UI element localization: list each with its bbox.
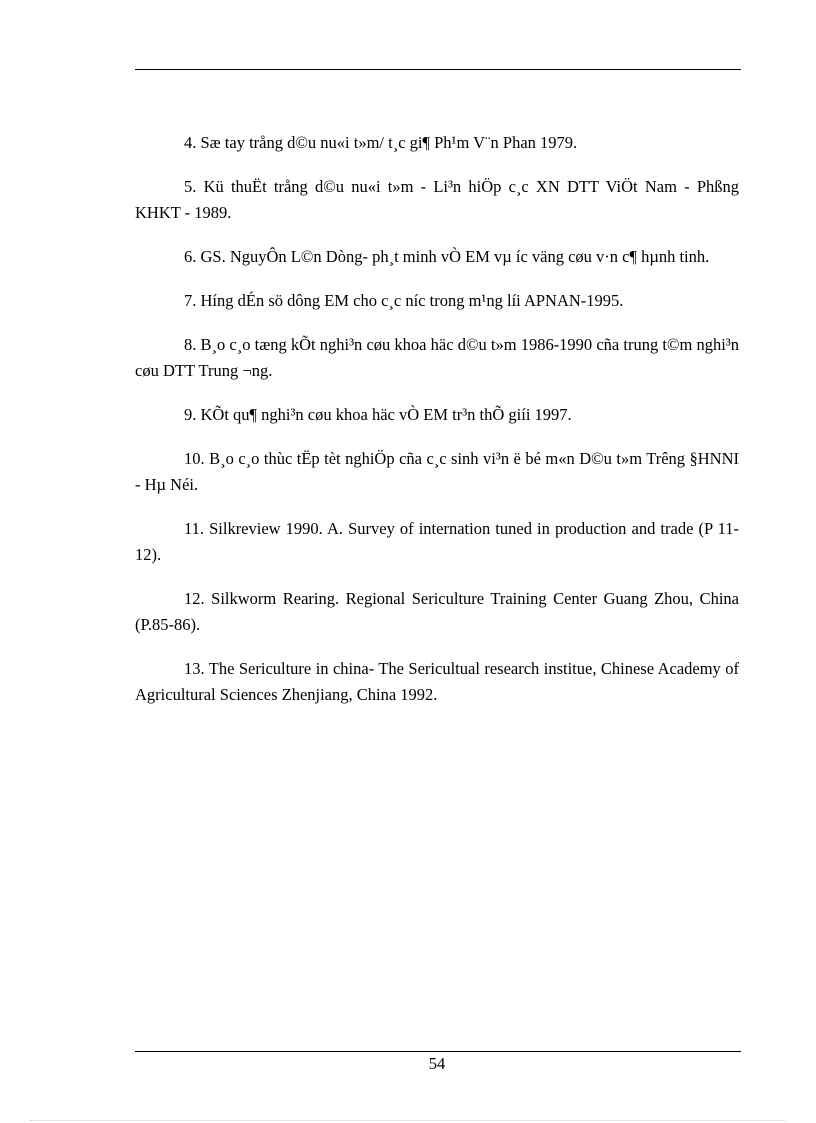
page-edge-divider	[30, 1120, 786, 1121]
reference-item-4: 4. Sæ tay trång d©u nu«i t»m/ t¸c gi¶ Ph¹m V¨n Phan 1979.	[184, 133, 578, 152]
reference-item-7: 7. Híng dÉn sö dông EM cho c¸c níc trong m¹ng líi APNAN-1995.	[184, 291, 624, 310]
reference-item-11: 11. Silkreview 1990. A. Survey of internation tuned in production and trade (P 11-12).	[135, 519, 739, 564]
reference-item-8: 8. B¸o c¸o tæng kÕt nghi³n cøu khoa häc d©u t»m 1986-1990 cña trung t©m nghi³n cøu DTT Trung ¬ng.	[135, 335, 739, 380]
reference-item-12: 12. Silkworm Rearing. Regional Sericulture Training Center Guang Zhou, China (P.85-86).	[135, 589, 739, 634]
footer-rule	[135, 1051, 741, 1052]
reference-item-9: 9. KÕt qu¶ nghi³n cøu khoa häc vÒ EM tr³n thÕ giíi 1997.	[184, 405, 572, 424]
page-number: 54	[428, 1054, 446, 1073]
reference-item-10: 10. B¸o c¸o thùc tËp tèt nghiÖp cña c¸c sinh vi³n ë bé m«n D©u t»m Trêng §HNNI - Hµ Néi.	[135, 449, 739, 494]
header-rule	[135, 69, 741, 70]
reference-list	[135, 130, 739, 726]
reference-item-13: 13. The Sericulture in china- The Sericultual research institue, Chinese Academy of Agricultural Sciences Zhenjiang, China 1992.	[135, 659, 739, 704]
reference-item-6: 6. GS. NguyÔn L©n Dòng- ph¸t minh vÒ EM vµ íc väng cøu v·n c¶ hµnh tinh.	[184, 247, 710, 266]
reference-item-5: 5. Kü thuËt trång d©u nu«i t»m - Li³n hiÖp c¸c XN DTT ViÖt Nam - Phßng KHKT - 1989.	[135, 177, 739, 222]
